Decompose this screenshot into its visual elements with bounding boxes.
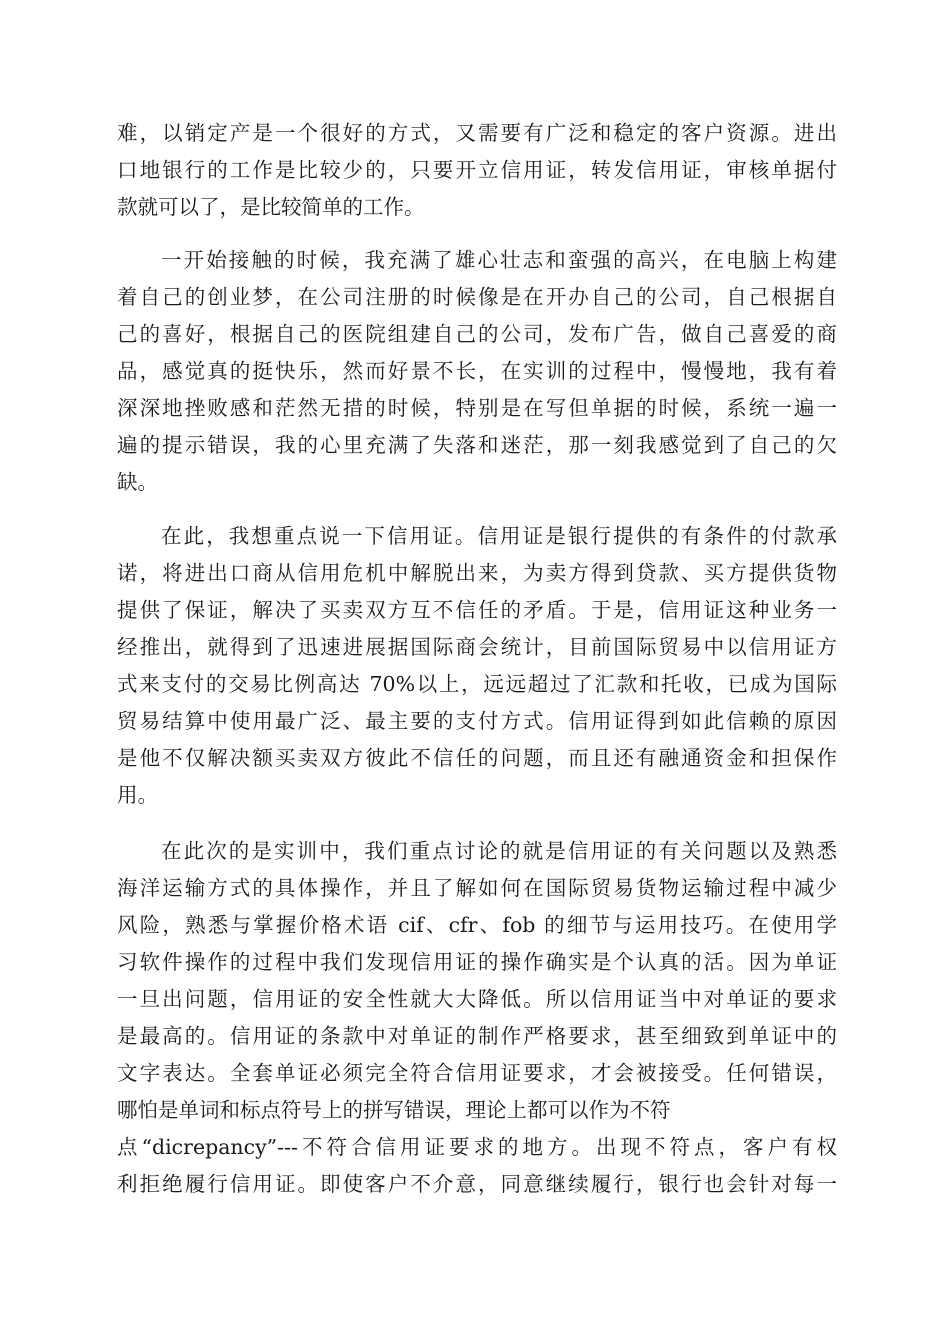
paragraph-line: 品，感觉真的挺快乐，然而好景不长，在实训的过程中，慢慢地，我有着 [117,359,837,383]
paragraph-2 [117,242,837,501]
paragraph-line: 贸易结算中使用最广泛、最主要的支付方式。信用证得到如此信赖的原因 [117,709,837,733]
paragraph-line: 哪怕是单词和标点符号上的拼写错误，理论上都可以作为不符 [117,1098,671,1122]
paragraph-line: 提供了保证，解决了买卖双方互不信任的矛盾。于是，信用证这种业务一 [117,598,837,622]
paragraph-line: 一旦出问题，信用证的安全性就大大降低。所以信用证当中对单证的要求 [117,987,837,1011]
paragraph-line: 点“dicrepancy”---不符合信用证要求的地方。出现不符点，客户有权 [117,1135,837,1159]
paragraph-line: 深深地挫败感和茫然无措的时候，特别是在写但单据的时候，系统一遍一 [117,396,837,420]
paragraph-line: 习软件操作的过程中我们发现信用证的操作确实是个认真的活。因为单证 [117,950,837,974]
paragraph-line: 式来支付的交易比例高达 70%以上，远远超过了汇款和托收，已成为国际 [117,672,837,696]
paragraph-line: 缺。 [117,470,158,494]
paragraph-line: 难，以销定产是一个很好的方式，又需要有广泛和稳定的客户资源。进出 [117,121,837,145]
paragraph-line: 是最高的。信用证的条款中对单证的制作严格要求，甚至细致到单证中的 [117,1024,837,1048]
paragraph-line: 用。 [117,783,158,807]
paragraph-1 [117,115,837,226]
paragraph-line: 经推出，就得到了迅速进展据国际商会统计，目前国际贸易中以信用证方 [117,635,837,659]
paragraph-3 [117,518,837,814]
paragraph-line: 在此，我想重点说一下信用证。信用证是银行提供的有条件的付款承 [161,524,837,548]
paragraph-4 [117,833,837,1203]
paragraph-line: 海洋运输方式的具体操作，并且了解如何在国际贸易货物运输过程中减少 [117,876,837,900]
paragraph-line: 诺，将进出口商从信用危机中解脱出来，为卖方得到贷款、买方提供货物 [117,561,837,585]
paragraph-line: 文字表达。全套单证必须完全符合信用证要求，才会被接受。任何错误， [117,1061,837,1085]
paragraph-line: 一开始接触的时候，我充满了雄心壮志和蛮强的高兴，在电脑上构建 [161,248,837,272]
paragraph-line: 口地银行的工作是比较少的，只要开立信用证，转发信用证，审核单据付 [117,158,837,182]
paragraph-line: 利拒绝履行信用证。即使客户不介意，同意继续履行，银行也会针对每一 [117,1172,837,1196]
paragraph-line: 着自己的创业梦，在公司注册的时候像是在开办自己的公司，自己根据自 [117,285,837,309]
paragraph-line: 在此次的是实训中，我们重点讨论的就是信用证的有关问题以及熟悉 [161,839,837,863]
paragraph-line: 款就可以了，是比较简单的工作。 [117,195,425,219]
paragraph-line: 己的喜好，根据自己的医院组建自己的公司，发布广告，做自己喜爱的商 [117,322,837,346]
paragraph-line: 遍的提示错误，我的心里充满了失落和迷茫，那一刻我感觉到了自己的欠 [117,433,837,457]
paragraph-line: 是他不仅解决额买卖双方彼此不信任的问题，而且还有融通资金和担保作 [117,746,837,770]
paragraph-line: 风险，熟悉与掌握价格术语 cif、cfr、fob 的细节与运用技巧。在使用学 [117,913,837,937]
